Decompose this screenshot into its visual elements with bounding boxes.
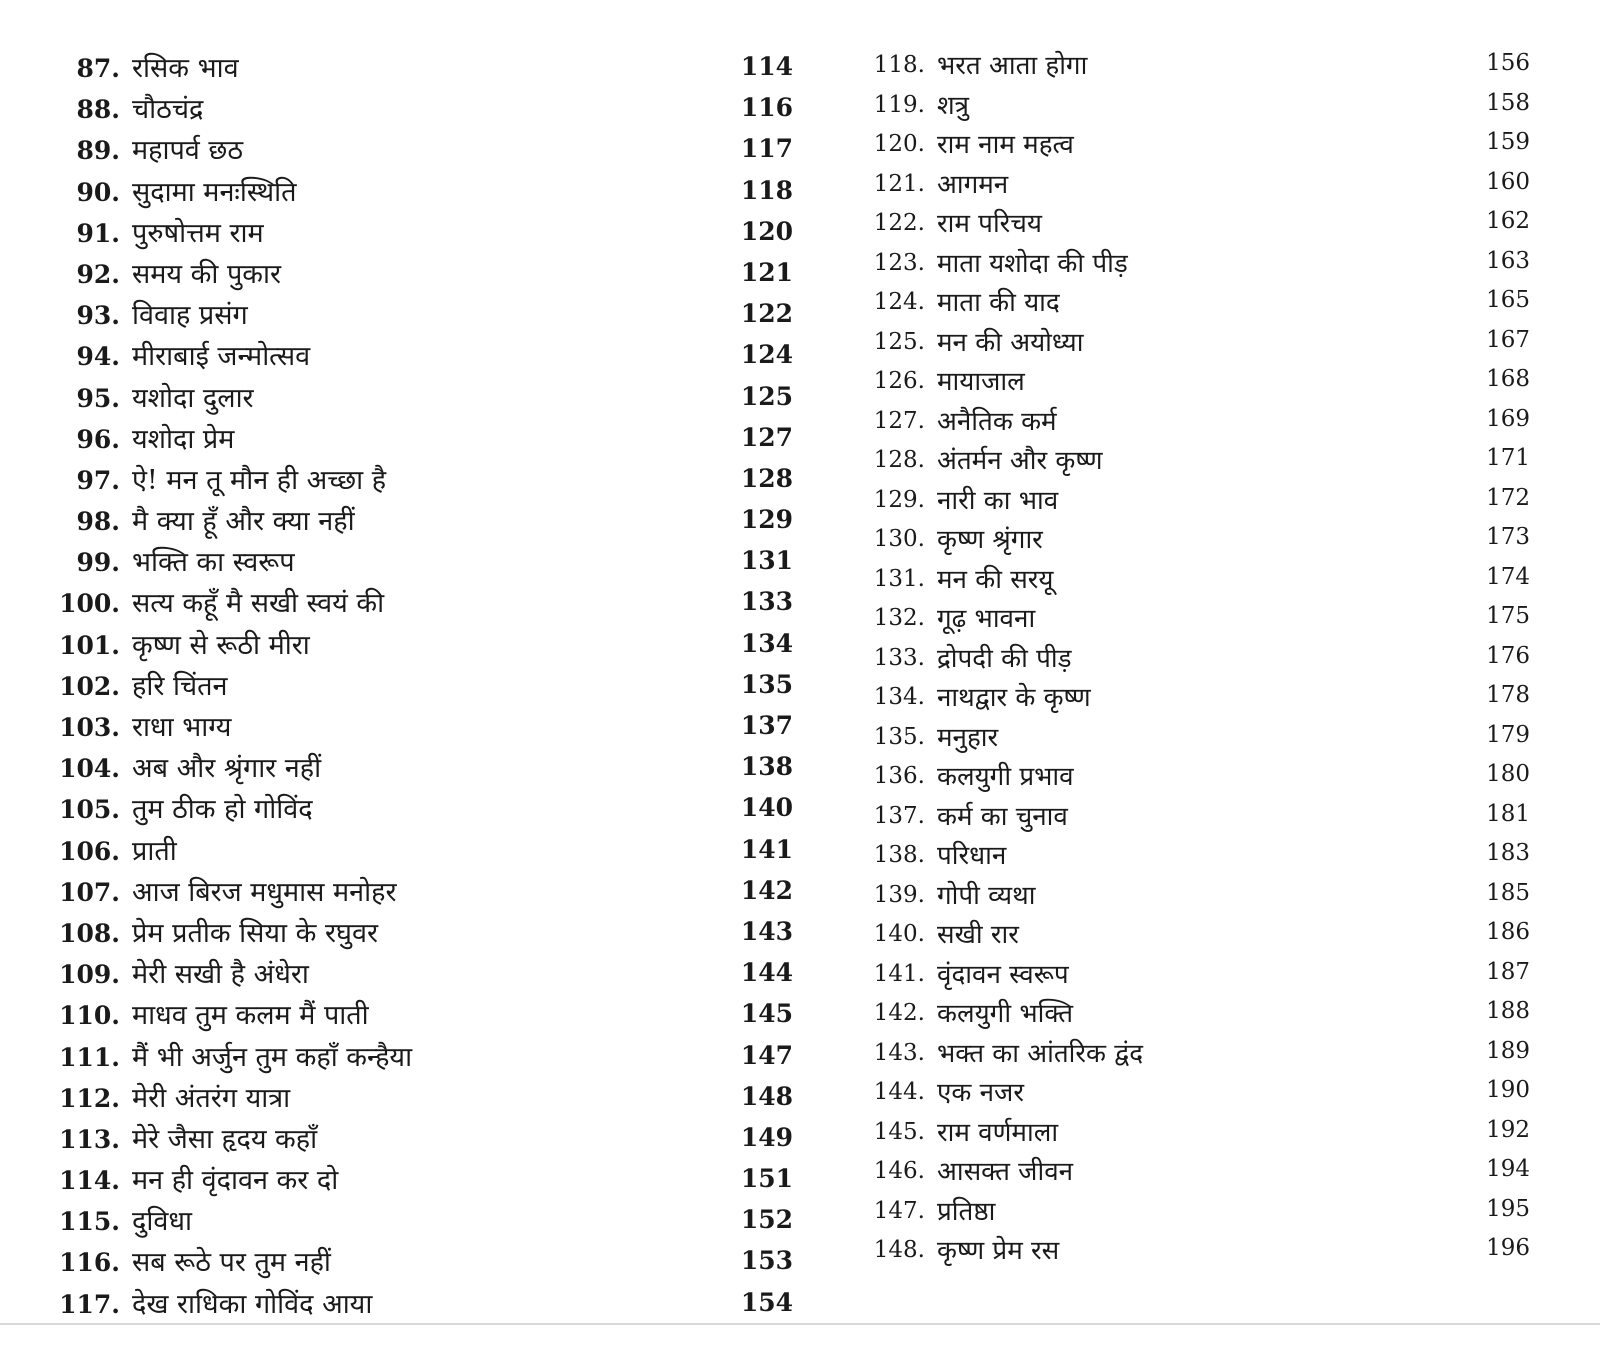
entry-number: 123. bbox=[873, 249, 925, 276]
toc-entry bbox=[58, 1160, 818, 1201]
entry-page-number: 167 bbox=[1486, 326, 1530, 353]
entry-number: 100. bbox=[59, 589, 120, 619]
toc-entry bbox=[865, 1073, 1565, 1113]
entry-page-number: 174 bbox=[1486, 563, 1530, 590]
entry-number: 95. bbox=[76, 383, 120, 413]
entry-page-number: 195 bbox=[1486, 1195, 1530, 1222]
entry-title: आसक्त जीवन bbox=[937, 1157, 1074, 1187]
toc-entry bbox=[58, 748, 818, 789]
entry-page-number: 168 bbox=[1486, 366, 1530, 392]
toc-entry bbox=[865, 797, 1565, 837]
entry-number: 126. bbox=[873, 368, 925, 394]
entry-title: गोपी व्यथा bbox=[937, 880, 1036, 911]
entry-page-number: 181 bbox=[1486, 800, 1530, 827]
entry-number: 134. bbox=[873, 684, 925, 710]
entry-title: माधव तुम कलम मैं पाती bbox=[132, 1000, 369, 1032]
entry-number: 136. bbox=[873, 763, 925, 789]
entry-page-number: 183 bbox=[1486, 840, 1530, 866]
toc-entry bbox=[865, 46, 1565, 86]
entry-page-number: 114 bbox=[740, 52, 793, 81]
entry-title: सुदामा मनःस्थिति bbox=[132, 176, 297, 208]
toc-entry bbox=[865, 757, 1565, 797]
toc-entry bbox=[865, 441, 1565, 481]
toc-entry bbox=[865, 1152, 1565, 1192]
entry-number: 94. bbox=[76, 342, 120, 372]
toc-right-column bbox=[865, 46, 1565, 1271]
toc-entry bbox=[865, 520, 1565, 560]
entry-title: कृष्ण से रूठी मीरा bbox=[132, 629, 310, 661]
entry-title: रसिक भाव bbox=[132, 53, 239, 84]
entry-number: 129. bbox=[873, 486, 925, 513]
entry-page-number: 172 bbox=[1486, 484, 1530, 511]
entry-title: मेरे जैसा हृदय कहाँ bbox=[132, 1123, 318, 1155]
entry-title: राम वर्णमाला bbox=[937, 1117, 1059, 1148]
toc-entry bbox=[58, 954, 818, 995]
entry-title: चौठचंद्र bbox=[132, 94, 204, 126]
entry-title: शत्रु bbox=[937, 90, 970, 121]
entry-page-number: 159 bbox=[1486, 129, 1530, 155]
entry-title: समय की पुकार bbox=[132, 258, 282, 290]
entry-number: 130. bbox=[873, 526, 925, 552]
entry-number: 120. bbox=[873, 131, 925, 157]
entry-page-number: 124 bbox=[740, 340, 793, 370]
entry-title: मेरी अंतरंग यात्रा bbox=[132, 1082, 291, 1114]
entry-page-number: 149 bbox=[740, 1122, 793, 1152]
entry-title: अनैतिक कर्म bbox=[937, 406, 1057, 437]
entry-page-number: 131 bbox=[740, 546, 793, 576]
toc-entry bbox=[865, 362, 1565, 402]
entry-title: हरि चिंतन bbox=[132, 670, 228, 702]
toc-entry bbox=[865, 994, 1565, 1034]
entry-number: 112. bbox=[59, 1083, 120, 1113]
entry-number: 87. bbox=[76, 54, 120, 83]
toc-entry bbox=[58, 707, 818, 748]
entry-title: कृष्ण प्रेम रस bbox=[937, 1236, 1060, 1266]
entry-title: सत्य कहूँ मै सखी स्वयं की bbox=[132, 588, 385, 620]
entry-page-number: 144 bbox=[740, 958, 793, 988]
entry-page-number: 163 bbox=[1486, 247, 1530, 274]
entry-page-number: 117 bbox=[740, 134, 793, 164]
entry-number: 99. bbox=[76, 548, 120, 578]
entry-page-number: 185 bbox=[1486, 879, 1530, 906]
entry-number: 108. bbox=[59, 918, 120, 948]
entry-title: परिधान bbox=[937, 841, 1007, 871]
entry-title: यशोदा दुलार bbox=[132, 382, 254, 414]
entry-number: 124. bbox=[873, 289, 925, 315]
toc-entry bbox=[865, 165, 1565, 205]
entry-page-number: 189 bbox=[1486, 1037, 1530, 1064]
entry-number: 93. bbox=[76, 301, 120, 331]
entry-title: दुविधा bbox=[132, 1206, 192, 1238]
entry-number: 132. bbox=[873, 605, 925, 631]
entry-page-number: 186 bbox=[1486, 919, 1530, 945]
toc-entry bbox=[58, 542, 818, 583]
entry-number: 91. bbox=[76, 218, 120, 248]
entry-page-number: 128 bbox=[740, 463, 793, 493]
entry-page-number: 145 bbox=[740, 999, 793, 1029]
entry-title: आगमन bbox=[937, 169, 1009, 200]
entry-page-number: 188 bbox=[1486, 998, 1530, 1024]
entry-title: भक्त का आंतरिक द्वंद bbox=[937, 1038, 1144, 1069]
entry-page-number: 169 bbox=[1486, 405, 1530, 432]
toc-entry bbox=[58, 213, 818, 254]
entry-page-number: 121 bbox=[740, 257, 793, 287]
entry-page-number: 125 bbox=[740, 381, 793, 411]
entry-title: प्राती bbox=[132, 835, 177, 867]
toc-entry bbox=[58, 48, 818, 89]
entry-number: 97. bbox=[76, 465, 120, 495]
entry-page-number: 180 bbox=[1486, 761, 1530, 787]
toc-entry bbox=[865, 1113, 1565, 1153]
entry-title: माता की याद bbox=[937, 288, 1060, 318]
entry-page-number: 134 bbox=[740, 628, 793, 658]
entry-number: 137. bbox=[873, 802, 925, 829]
entry-number: 131. bbox=[873, 565, 925, 592]
entry-title: कलयुगी प्रभाव bbox=[937, 762, 1074, 792]
toc-entry bbox=[58, 419, 818, 460]
entry-number: 121. bbox=[873, 170, 925, 197]
entry-title: तुम ठीक हो गोविंद bbox=[132, 794, 313, 826]
entry-page-number: 158 bbox=[1486, 89, 1530, 116]
toc-entry bbox=[58, 872, 818, 913]
entry-number: 115. bbox=[59, 1207, 120, 1237]
entry-title: माता यशोदा की पीड़ bbox=[937, 248, 1128, 279]
entry-page-number: 175 bbox=[1486, 603, 1530, 629]
entry-page-number: 165 bbox=[1486, 287, 1530, 313]
entry-page-number: 171 bbox=[1486, 445, 1530, 471]
entry-page-number: 176 bbox=[1486, 642, 1530, 669]
entry-page-number: 148 bbox=[740, 1081, 793, 1111]
entry-page-number: 173 bbox=[1486, 524, 1530, 550]
toc-entry bbox=[58, 295, 818, 336]
entry-title: राम नाम महत्व bbox=[937, 130, 1074, 160]
entry-page-number: 143 bbox=[740, 916, 793, 946]
entry-page-number: 133 bbox=[740, 587, 793, 617]
toc-entry bbox=[865, 204, 1565, 244]
entry-title: मै क्या हूँ और क्या नहीं bbox=[132, 506, 355, 538]
entry-title: महापर्व छठ bbox=[132, 135, 244, 167]
toc-entry bbox=[865, 599, 1565, 639]
entry-number: 143. bbox=[873, 1039, 925, 1066]
toc-entry bbox=[58, 172, 818, 213]
entry-page-number: 142 bbox=[740, 875, 793, 905]
entry-page-number: 153 bbox=[740, 1246, 793, 1276]
entry-number: 109. bbox=[59, 960, 120, 990]
entry-number: 111. bbox=[59, 1042, 120, 1072]
toc-entry bbox=[865, 560, 1565, 600]
entry-title: सखी रार bbox=[937, 920, 1019, 950]
entry-number: 102. bbox=[59, 671, 120, 701]
entry-title: देख राधिका गोविंद आया bbox=[132, 1288, 373, 1320]
entry-number: 105. bbox=[59, 795, 120, 825]
entry-page-number: 116 bbox=[740, 93, 793, 123]
entry-title: मीराबाई जन्मोत्सव bbox=[132, 341, 311, 373]
toc-entry bbox=[58, 583, 818, 624]
entry-number: 116. bbox=[59, 1248, 120, 1278]
entry-number: 114. bbox=[59, 1166, 120, 1196]
entry-number: 113. bbox=[59, 1124, 120, 1154]
entry-number: 96. bbox=[76, 424, 120, 454]
entry-title: भक्ति का स्वरूप bbox=[132, 547, 295, 579]
entry-page-number: 140 bbox=[740, 793, 793, 823]
entry-number: 142. bbox=[873, 1000, 925, 1026]
entry-number: 89. bbox=[76, 136, 120, 166]
toc-entry bbox=[58, 1078, 818, 1119]
entry-page-number: 118 bbox=[740, 175, 793, 205]
entry-number: 125. bbox=[873, 328, 925, 355]
entry-page-number: 129 bbox=[740, 505, 793, 535]
entry-title: मन ही वृंदावन कर दो bbox=[132, 1165, 339, 1197]
entry-number: 127. bbox=[873, 407, 925, 434]
entry-title: अब और श्रृंगार नहीं bbox=[132, 753, 322, 785]
entry-title: मनुहार bbox=[937, 722, 999, 753]
entry-page-number: 122 bbox=[740, 299, 793, 329]
entry-number: 92. bbox=[76, 259, 120, 289]
toc-entry bbox=[865, 678, 1565, 718]
entry-number: 103. bbox=[59, 713, 120, 742]
entry-title: कलयुगी भक्ति bbox=[937, 999, 1074, 1029]
entry-page-number: 151 bbox=[740, 1164, 793, 1194]
toc-entry bbox=[865, 244, 1565, 284]
entry-title: मन की अयोध्या bbox=[937, 327, 1084, 358]
entry-page-number: 194 bbox=[1486, 1156, 1530, 1182]
entry-number: 140. bbox=[873, 921, 925, 947]
entry-number: 128. bbox=[873, 447, 925, 473]
entry-title: मायाजाल bbox=[937, 367, 1025, 397]
entry-page-number: 192 bbox=[1486, 1116, 1530, 1143]
toc-entry bbox=[865, 1192, 1565, 1232]
entry-title: विवाह प्रसंग bbox=[132, 300, 248, 332]
toc-entry bbox=[865, 876, 1565, 916]
entry-page-number: 187 bbox=[1486, 958, 1530, 985]
entry-title: गूढ़ भावना bbox=[937, 604, 1036, 634]
entry-number: 133. bbox=[873, 644, 925, 671]
entry-title: भरत आता होगा bbox=[937, 51, 1088, 81]
toc-entry bbox=[58, 254, 818, 295]
entry-number: 110. bbox=[59, 1001, 120, 1031]
entry-number: 145. bbox=[873, 1118, 925, 1145]
toc-entry bbox=[58, 1242, 818, 1283]
toc-entry bbox=[865, 955, 1565, 995]
entry-page-number: 156 bbox=[1486, 50, 1530, 76]
entry-number: 106. bbox=[59, 836, 120, 866]
entry-number: 107. bbox=[59, 877, 120, 907]
entry-number: 146. bbox=[873, 1158, 925, 1184]
entry-number: 90. bbox=[76, 177, 120, 207]
toc-entry bbox=[58, 501, 818, 542]
entry-title: अंतर्मन और कृष्ण bbox=[937, 446, 1103, 476]
toc-entry bbox=[865, 718, 1565, 758]
entry-title: द्रोपदी की पीड़ bbox=[937, 643, 1072, 674]
toc-entry bbox=[865, 639, 1565, 679]
toc-entry bbox=[58, 1119, 818, 1160]
toc-entry bbox=[865, 283, 1565, 323]
entry-title: सब रूठे पर तुम नहीं bbox=[132, 1247, 331, 1279]
entry-page-number: 147 bbox=[740, 1040, 793, 1070]
entry-number: 148. bbox=[873, 1237, 925, 1263]
toc-entry bbox=[865, 323, 1565, 363]
toc-entry bbox=[865, 86, 1565, 126]
entry-number: 118. bbox=[873, 52, 925, 78]
bottom-divider bbox=[0, 1323, 1600, 1325]
toc-entry bbox=[58, 666, 818, 707]
entry-page-number: 154 bbox=[740, 1287, 793, 1317]
entry-title: राधा भाग्य bbox=[132, 712, 232, 743]
entry-page-number: 138 bbox=[740, 752, 793, 782]
entry-title: राम परिचय bbox=[937, 209, 1042, 239]
toc-entry bbox=[58, 789, 818, 830]
entry-number: 88. bbox=[76, 95, 120, 125]
entry-title: प्रेम प्रतीक सिया के रघुवर bbox=[132, 917, 379, 949]
entry-number: 139. bbox=[873, 881, 925, 908]
toc-entry bbox=[58, 995, 818, 1036]
entry-title: मेरी सखी है अंधेरा bbox=[132, 959, 309, 991]
entry-page-number: 160 bbox=[1486, 168, 1530, 195]
toc-entry bbox=[865, 836, 1565, 876]
entry-page-number: 190 bbox=[1486, 1077, 1530, 1103]
toc-entry bbox=[58, 1284, 818, 1325]
entry-title: यशोदा प्रेम bbox=[132, 423, 235, 455]
entry-page-number: 127 bbox=[740, 422, 793, 452]
toc-left-column bbox=[58, 48, 818, 1325]
entry-number: 144. bbox=[873, 1079, 925, 1105]
toc-entry bbox=[58, 913, 818, 954]
entry-title: पुरुषोत्तम राम bbox=[132, 217, 264, 249]
toc-entry bbox=[58, 831, 818, 872]
toc-entry bbox=[865, 402, 1565, 442]
entry-title: कर्म का चुनाव bbox=[937, 801, 1068, 832]
toc-entry bbox=[865, 1231, 1565, 1271]
entry-title: नारी का भाव bbox=[937, 485, 1059, 516]
entry-number: 138. bbox=[873, 842, 925, 868]
entry-page-number: 196 bbox=[1486, 1235, 1530, 1261]
entry-number: 117. bbox=[59, 1289, 120, 1319]
toc-entry bbox=[58, 1201, 818, 1242]
toc-entry bbox=[58, 460, 818, 501]
toc-entry bbox=[865, 481, 1565, 521]
entry-number: 101. bbox=[59, 630, 120, 660]
toc-entry bbox=[58, 1037, 818, 1078]
entry-page-number: 179 bbox=[1486, 721, 1530, 748]
entry-title: आज बिरज मधुमास मनोहर bbox=[132, 876, 397, 908]
entry-title: नाथद्वार के कृष्ण bbox=[937, 683, 1091, 713]
entry-number: 98. bbox=[76, 507, 120, 537]
entry-page-number: 162 bbox=[1486, 208, 1530, 234]
toc-entry bbox=[58, 378, 818, 419]
entry-number: 104. bbox=[59, 754, 120, 784]
entry-page-number: 152 bbox=[740, 1205, 793, 1235]
entry-page-number: 135 bbox=[740, 669, 793, 699]
entry-title: प्रतिष्ठा bbox=[937, 1196, 996, 1227]
toc-entry bbox=[865, 1034, 1565, 1074]
entry-page-number: 120 bbox=[740, 216, 793, 246]
entry-title: वृंदावन स्वरूप bbox=[937, 959, 1069, 990]
entry-number: 135. bbox=[873, 723, 925, 750]
entry-title: कृष्ण श्रृंगार bbox=[937, 525, 1043, 555]
entry-number: 122. bbox=[873, 210, 925, 236]
entry-title: एक नजर bbox=[937, 1078, 1024, 1108]
toc-entry bbox=[865, 915, 1565, 955]
entry-number: 147. bbox=[873, 1197, 925, 1224]
entry-title: मन की सरयू bbox=[937, 564, 1054, 595]
entry-page-number: 141 bbox=[740, 834, 793, 864]
entry-title: मैं भी अर्जुन तुम कहाँ कन्हैया bbox=[132, 1041, 413, 1073]
entry-page-number: 137 bbox=[740, 711, 793, 740]
toc-entry bbox=[865, 125, 1565, 165]
toc-entry bbox=[58, 336, 818, 377]
toc-entry bbox=[58, 625, 818, 666]
toc-entry bbox=[58, 89, 818, 130]
entry-number: 119. bbox=[873, 91, 925, 118]
toc-entry bbox=[58, 130, 818, 171]
entry-title: ऐ! मन तू मौन ही अच्छा है bbox=[132, 464, 387, 496]
entry-number: 141. bbox=[873, 960, 925, 987]
entry-page-number: 178 bbox=[1486, 682, 1530, 708]
